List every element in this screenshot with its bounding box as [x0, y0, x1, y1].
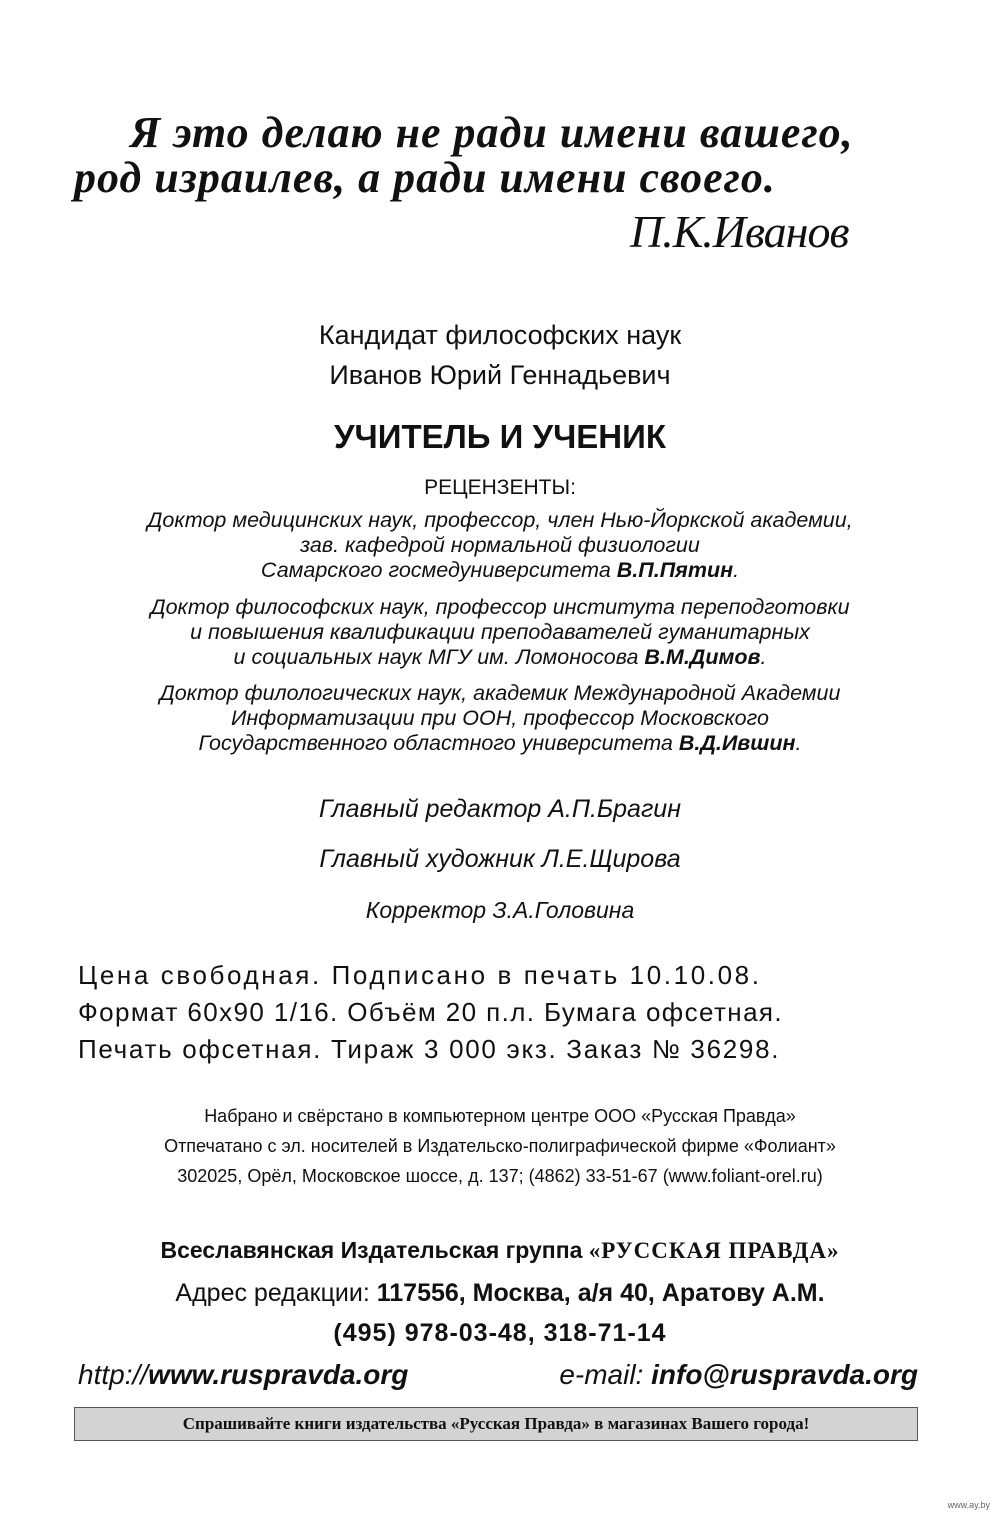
- reviewer-3-line-3-text: Государственного областного университета: [198, 731, 679, 755]
- website[interactable]: [78, 1359, 408, 1391]
- watermark: www.ay.by: [947, 1500, 990, 1510]
- publisher-group: [0, 1237, 1000, 1264]
- reviewer-3-line-1: Доктор филологических наук, академик Международной Академии: [159, 681, 841, 705]
- reviewer-3: [0, 681, 1000, 756]
- publisher-group-name: «РУССКАЯ ПРАВДА»: [588, 1238, 840, 1263]
- printer-line-1: Набрано и свёрстано в компьютерном центре ООО «Русская Правда»: [204, 1106, 796, 1126]
- reviewer-1-line-2: зав. кафедрой нормальной физиологии: [300, 533, 700, 557]
- reviewer-1-line-3-text: Самарского госмедуниверситета: [260, 558, 617, 582]
- author-degree: Кандидат философских наук: [318, 320, 682, 350]
- publisher-address-value: 117556, Москва, а/я 40, Аратову А.М.: [376, 1279, 825, 1307]
- imprint-line-3: Печать офсетная. Тираж 3 000 экз. Заказ № 36298.: [78, 1034, 781, 1064]
- reviewer-1-line-3: Самарского госмедуниверситета В.П.Пятин.: [260, 558, 740, 582]
- epigraph-line-1: Я это делаю не ради имени вашего,: [130, 108, 854, 157]
- publisher-phones: (495) 978-03-48, 318-71-14: [333, 1319, 667, 1347]
- reviewer-2-line-1: Доктор философских наук, профессор института переподготовки: [150, 595, 850, 619]
- publisher-address: [0, 1279, 1000, 1308]
- handwritten-signature: П.К.Иванов: [630, 206, 849, 257]
- reviewer-2-name: В.М.Димов: [644, 645, 761, 669]
- reviewer-2-line-2: и повышения квалификации преподавателей гуманитарных: [190, 620, 810, 644]
- reviewer-1: [0, 508, 1000, 583]
- printer-line-3: 302025, Орёл, Московское шоссе, д. 137; (4862) 33-51-67 (www.foliant-orel.ru): [177, 1166, 823, 1186]
- reviewer-2-line-3: и социальных наук МГУ им. Ломоносова В.М.Димов.: [233, 645, 767, 669]
- reviewer-3-line-3: Государственного областного университета В.Д.Ившин.: [198, 731, 802, 755]
- email-link[interactable]: info@ruspravda.org: [651, 1359, 918, 1390]
- imprint-line-2: Формат 60x90 1/16. Объём 20 п.л. Бумага офсетная.: [78, 997, 784, 1027]
- website-link[interactable]: www.ruspravda.org: [148, 1359, 409, 1390]
- reviewer-1-line-1: Доктор медицинских наук, профессор, член Нью-Йоркской академии,: [147, 508, 853, 532]
- reviewer-2-line-3-text: и социальных наук МГУ им. Ломоносова: [233, 645, 645, 669]
- reviewer-3-name: В.Д.Ившин: [678, 731, 796, 755]
- book-title: УЧИТЕЛЬ И УЧЕНИК: [334, 418, 666, 455]
- printer-line-2: Отпечатано с эл. носителей в Издательско-полиграфической фирме «Фолиант»: [164, 1136, 836, 1156]
- email-prefix: e-mail:: [559, 1359, 652, 1390]
- reviewers-heading: РЕЦЕНЗЕНТЫ:: [424, 476, 576, 499]
- email[interactable]: [559, 1359, 918, 1391]
- chief-editor: Главный редактор А.П.Брагин: [319, 795, 681, 823]
- imprint-line-1: Цена свободная. Подписано в печать 10.10.08.: [78, 960, 762, 990]
- publisher-group-prefix: Всеславянская Издательская группа: [160, 1237, 589, 1263]
- proofreader: Корректор З.А.Головина: [365, 897, 635, 923]
- author-name: Иванов Юрий Геннадьевич: [329, 360, 671, 390]
- website-prefix: http://: [78, 1359, 149, 1390]
- reviewer-3-line-2: Информатизации при ООН, профессор Московского: [231, 706, 769, 730]
- publisher-address-label: Адрес редакции:: [175, 1279, 377, 1307]
- reviewer-2: [0, 595, 1000, 670]
- chief-artist: Главный художник Л.Е.Щирова: [319, 845, 681, 873]
- reviewer-1-name: В.П.Пятин: [616, 558, 734, 582]
- epigraph-line-2: род израилев, а ради имени своего.: [74, 153, 776, 202]
- promo-banner: Спрашивайте книги издательства «Русская Правда» в магазинах Вашего города!: [74, 1407, 918, 1441]
